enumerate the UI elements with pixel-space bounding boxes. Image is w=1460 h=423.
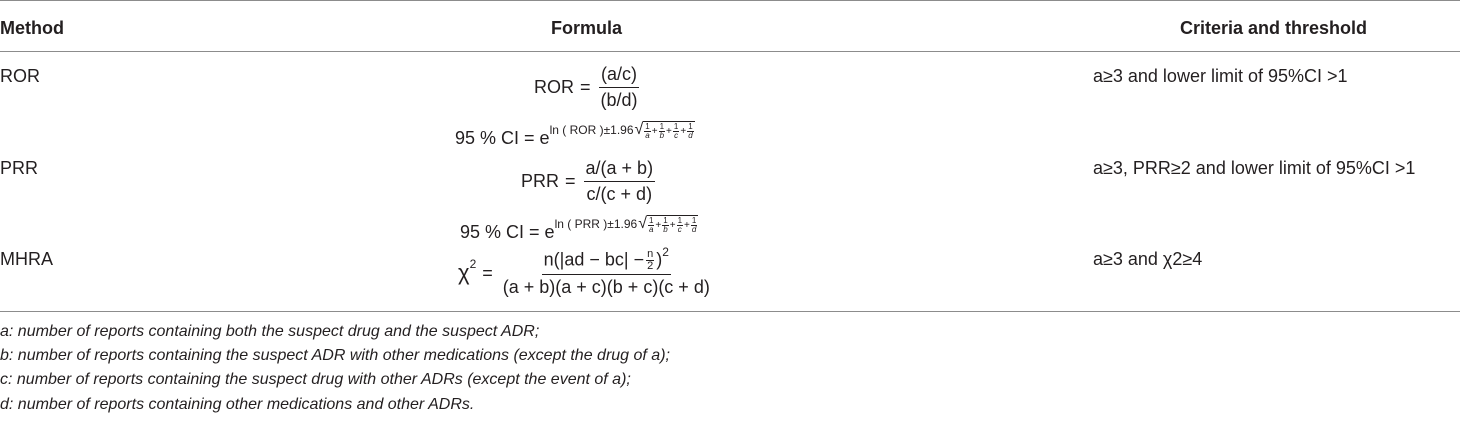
prr-numerator: a/(a + b): [584, 158, 656, 182]
sqrt-symbol: √: [638, 215, 647, 232]
mhra-lhs-exponent: 2: [469, 257, 477, 272]
criteria-ror: a≥3 and lower limit of 95%CI >1: [1093, 66, 1348, 86]
ror-fraction: [599, 64, 640, 110]
footnote-c: c: number of reports containing the suspect drug with other ADRs (except the event of a);: [0, 371, 631, 388]
mhra-numerator: n(|ad − bc| − $\frac{n}{2}$ )$^2$: [542, 249, 671, 275]
term-1-c: $\frac{1}{c}$: [673, 121, 679, 140]
term-1-d: $\frac{1}{d}$: [688, 121, 693, 140]
ror-ci-exp-text: ln ( ROR )±1.96: [549, 123, 634, 137]
header-method: Method: [0, 18, 64, 38]
method-prr: PRR: [0, 158, 39, 178]
prr-ci-lhs: 95 % CI = e: [460, 222, 555, 242]
prr-lhs: PRR: [521, 170, 560, 191]
prr-ci-formula: [460, 215, 698, 244]
prr-fraction: [584, 158, 656, 204]
method-mhra: MHRA: [0, 249, 53, 269]
ror-formula: [534, 64, 642, 110]
ror-equals: =: [580, 76, 591, 97]
prr-ci-exponent: [555, 215, 699, 234]
header-criteria: Criteria and threshold: [1180, 18, 1368, 38]
ror-lhs: ROR: [534, 76, 574, 97]
mhra-lhs: χ: [458, 260, 470, 286]
table-bottom-rule: [0, 311, 1460, 312]
footnote-a: a: number of reports containing both the suspect drug and the suspect ADR;: [0, 323, 540, 340]
criteria-prr: a≥3, PRR≥2 and lower limit of 95%CI >1: [1093, 158, 1416, 178]
prr-ci-radicand: 1 a + $\frac{1}{b}$ + $\frac{1}{c}$ + $\frac{1}{d}$: [648, 215, 697, 234]
term-1-b: $\frac{1}{b}$: [663, 215, 668, 234]
header-formula: Formula: [551, 18, 623, 38]
term-1-b: $\frac{1}{b}$: [659, 121, 665, 140]
sqrt-symbol: √: [634, 121, 644, 138]
ror-denominator: (b/d): [600, 89, 638, 110]
term-1-c: $\frac{1}{c}$: [677, 215, 683, 234]
criteria-mhra: a≥3 and χ2≥4: [1093, 249, 1203, 269]
term-1-a: 1 a: [645, 121, 650, 140]
ror-ci-formula: [455, 121, 695, 150]
footnote-b: b: number of reports containing the suspect ADR with other medications (except the drug of a);: [0, 347, 670, 364]
ror-ci-radicand: 1 a + $\frac{1}{b}$ + $\frac{1}{c}$ + $\frac{1}{d}$: [645, 121, 693, 140]
mhra-equals: =: [482, 262, 493, 283]
n-over-2: $\frac{n}{2}$: [647, 248, 654, 272]
mhra-fraction: [501, 245, 712, 298]
ror-ci-exponent: [550, 121, 695, 140]
method-ror: ROR: [0, 66, 40, 86]
mhra-denominator: (a + b)(a + c)(b + c)(c + d): [502, 277, 710, 297]
term-1-a: 1 a: [648, 215, 654, 234]
ror-numerator: (a/c): [599, 64, 639, 88]
prr-denominator: c/(c + d): [586, 183, 653, 204]
prr-formula: [521, 158, 657, 204]
mhra-formula: [458, 245, 714, 298]
prr-ci-exp-text: ln ( PRR )±1.96: [554, 217, 638, 231]
ror-ci-lhs: 95 % CI = e: [455, 128, 550, 148]
header-rule: [0, 51, 1460, 52]
footnote-d: d: number of reports containing other medications and other ADRs.: [0, 396, 475, 413]
prr-equals: =: [565, 170, 576, 191]
term-1-d: $\frac{1}{d}$: [691, 215, 697, 234]
table-top-rule: [0, 0, 1460, 1]
